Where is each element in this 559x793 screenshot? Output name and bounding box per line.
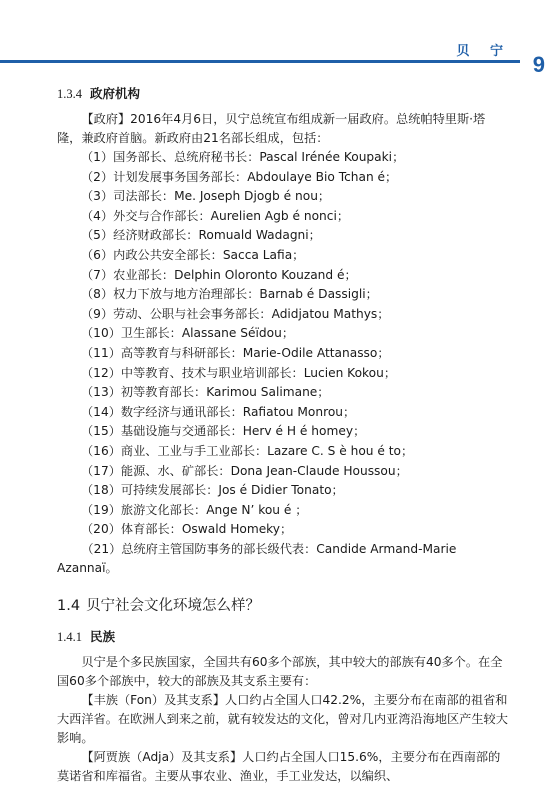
subsection-number: 1.3.4 (57, 87, 82, 101)
minister-item: （14）数字经济与通讯部长：Rafiatou Monrou； (81, 404, 356, 419)
minister-item: （7）农业部长：Delphin Oloronto Kouzand é； (81, 267, 357, 282)
page-content (57, 84, 509, 786)
subsection-title: 民族 (90, 628, 116, 644)
minister-item: （18）可持续发展部长：Jos é Didier Tonato； (81, 483, 344, 498)
minister-item: （13）初等教育部长：Karimou Salimane； (81, 385, 330, 400)
minister-item: （2）计划发展事务国务部长：Abdoulaye Bio Tchan é； (81, 169, 398, 184)
minister-item: （4）外交与合作部长：Aurelien Agb é nonci； (81, 208, 350, 223)
minister-item: （12）中等教育、技术与职业培训部长：Lucien Kokou； (81, 365, 397, 380)
minister-item: （6）内政公共安全部长：Sacca Lafia； (81, 247, 305, 262)
subsection-number: 1.4.1 (57, 629, 82, 644)
minister-item: （19）旅游文化部长：Ange N’ kou é ； (81, 502, 308, 517)
adja-paragraph: 【阿贾族（Adja）及其支系】人口约占全国人口15.6%，主要分布在西南部的莫诺省和库福省。主要从事农业、渔业，手工业发达，以编织、 (57, 749, 501, 783)
minister-item: （11）高等教育与科研部长：Marie-Odile Attanasso； (81, 345, 390, 360)
subsection-heading-1-4-1 (57, 627, 509, 645)
section-title: 贝宁社会文化环境怎么样？ (86, 597, 261, 614)
section-heading-1-4 (57, 594, 509, 615)
section-number: 1.4 (57, 597, 81, 614)
minister-item: （10）卫生部长：Alassane Séïdou； (81, 326, 295, 341)
minister-item: （8）权力下放与地方治理部长：Barnab é Dassigli； (81, 287, 378, 302)
minister-item: （16）商业、工业与手工业部长：Lazare C. S è hou é to； (81, 443, 414, 458)
running-header-title: 贝 宁 (456, 44, 511, 59)
subsection-heading-1-3-4 (57, 84, 509, 102)
ethnic-intro-paragraph: 贝宁是个多民族国家，全国共有60多个部族，其中较大的部族有40多个。在全国60多个部族中，较大的部族及其支系主要有： (57, 654, 503, 688)
minister-item: （1）国务部长、总统府秘书长：Pascal Irénée Koupaki； (81, 150, 405, 164)
minister-item: （9）劳动、公职与社会事务部长：Adidjatou Mathys； (81, 306, 390, 321)
minister-item: （20）体育部长：Oswald Homeky； (81, 522, 293, 537)
minister-item: （15）基础设施与交通部长：Herv é H é homey； (81, 424, 366, 439)
minister-item: （5）经济财政部长：Romuald Wadagni； (81, 228, 321, 243)
government-intro-paragraph: 【政府】2016年4月6日，贝宁总统宣布组成新一届政府。总统帕特里斯·塔隆，兼政府首脑。新政府由21名部长组成，包括： (57, 112, 486, 145)
minister-list (57, 148, 509, 540)
minister-item-21: （21）总统府主管国防事务的部长级代表：Candide Armand-Marie Azannaï。 (57, 541, 457, 575)
fon-paragraph: 【丰族（Fon）及其支系】人口约占全国人口42.2%，主要分布在南部的祖省和大西洋省。在欧洲人到来之前，就有较发达的文化，曾对几内亚湾沿海地区产生较大影响。 (57, 692, 508, 745)
header-rule (0, 60, 520, 63)
page-number: 9 (532, 52, 545, 77)
subsection-title: 政府机构 (90, 86, 141, 101)
minister-item: （17）能源、水、矿部长：Dona Jean-Claude Houssou； (81, 463, 408, 478)
minister-item: （3）司法部长：Me. Joseph Djogb é nou； (81, 189, 331, 204)
